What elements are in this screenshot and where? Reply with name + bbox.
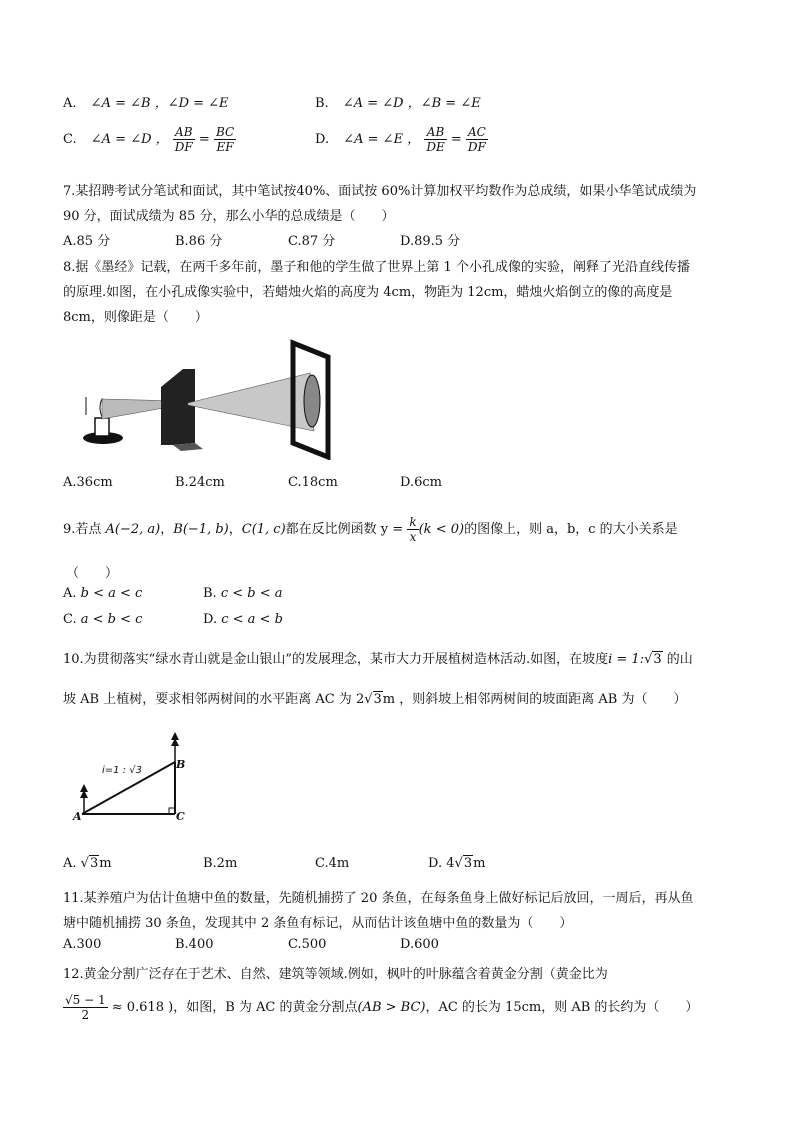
- q10-option-b: B.2m: [203, 856, 238, 871]
- q9-option-a: [63, 586, 142, 601]
- coefficient: 4: [446, 856, 455, 871]
- q10-text: 的山: [662, 652, 693, 667]
- option-label: C.: [63, 132, 77, 147]
- option-text: c < b < a: [220, 586, 283, 601]
- q8-option-d: D.6cm: [400, 475, 442, 490]
- q8-line2: 的原理.如图，在小孔成像实验中，若蜡烛火焰的高度为 4cm，物距为 12cm，蜡烛火焰倒立的像的高度是: [63, 285, 673, 300]
- option-label: B.: [203, 586, 217, 601]
- q7-line2: 90 分，面试成绩为 85 分，那么小华的总成绩是（ ）: [63, 209, 395, 224]
- q6-option-b: [315, 92, 481, 111]
- point-c: C(1, c): [241, 522, 286, 537]
- equals-sign: =: [198, 132, 210, 147]
- radicand: 3: [89, 856, 99, 871]
- option-label: D.: [315, 132, 330, 147]
- slope-ratio: i = 1:: [608, 652, 645, 667]
- candle: [95, 418, 109, 436]
- vertex-label-a: A: [73, 810, 82, 823]
- slope-label: i=1 : √3: [102, 765, 142, 776]
- q10-text: m ，则斜坡上相邻两树间的坡面距离 AB 为（ ）: [382, 692, 687, 707]
- option-label: D.: [428, 856, 443, 871]
- option-text: b < a < c: [80, 586, 143, 601]
- q8-option-c: C.18cm: [288, 475, 338, 490]
- fraction-denominator: DF: [467, 140, 486, 154]
- q12-line1: 12.黄金分割广泛存在于艺术、自然、建筑等领域.例如，枫叶的叶脉蕴含着黄金分割（黄金比为: [63, 967, 608, 982]
- q9-mid: 都在反比例函数 y =: [285, 522, 404, 537]
- option-text: c < a < b: [221, 612, 283, 627]
- option-label: A.: [63, 96, 77, 111]
- unit: m: [473, 856, 486, 871]
- equals-sign: =: [450, 132, 462, 147]
- q9-option-c: [63, 612, 142, 627]
- radicand: 3: [653, 652, 662, 667]
- fraction-numerator: BC: [215, 125, 235, 139]
- q7-option-a: A.85 分: [63, 234, 111, 249]
- radicand: 3: [373, 692, 382, 707]
- fraction-numerator: √5 − 1: [65, 993, 106, 1007]
- golden-ratio-fraction: [63, 993, 108, 1022]
- q12-text: ，AC 的长为 15cm，则 AB 的长约为（ ）: [425, 1000, 699, 1015]
- q11-option-d: D.600: [400, 937, 439, 952]
- vertex-label-b: B: [176, 758, 186, 771]
- option-label: C.: [63, 612, 77, 627]
- q8-line3: 8cm，则像距是（ ）: [63, 310, 208, 325]
- q8-option-b: B.24cm: [175, 475, 225, 490]
- projected-image: [304, 375, 320, 427]
- option-label: D.: [203, 612, 218, 627]
- q10-option-d: D. 4√3m: [428, 856, 486, 871]
- fraction: [173, 125, 195, 154]
- fraction: [407, 515, 418, 544]
- q9-line1: 9.若点 A(−2, a)，B(−1, b)，C(1, c)都在反比例函数 y = $\frac{k}{x}$ (k < 0)的图像上，则 a，b，c 的大小关系是: [63, 515, 678, 544]
- q8-option-a: A.36cm: [63, 475, 113, 490]
- option-text: a < b < c: [80, 612, 143, 627]
- option-text: ∠A = ∠E ，: [343, 132, 421, 147]
- q7-option-c: C.87 分: [288, 234, 336, 249]
- fraction-denominator: DF: [174, 140, 193, 154]
- fraction-denominator: x: [409, 530, 417, 544]
- q9-suffix: 的图像上，则 a，b，c 的大小关系是: [464, 522, 678, 537]
- q11-option-b: B.400: [175, 937, 214, 952]
- fraction: [214, 125, 236, 154]
- q9-option-b: [203, 586, 283, 601]
- fraction-denominator: DE: [426, 140, 445, 154]
- q12-line2: [63, 993, 698, 1022]
- q11-line2: 塘中随机捕捞 30 条鱼，发现其中 2 条鱼有标记，从而估计该鱼塘中鱼的数量为（ ）: [63, 916, 573, 931]
- barrier-board: [161, 369, 195, 445]
- q12-condition: (AB > BC): [357, 1000, 426, 1015]
- q12-text: ≈ 0.618 )，如图，B 为 AC 的黄金分割点: [111, 1000, 358, 1015]
- q7-option-b: B.86 分: [175, 234, 223, 249]
- q10-line2: 坡 AB 上植树，要求相邻两树间的水平距离 AC 为 2√3m ，则斜坡上相邻两树间的坡面距离 AB 为（ ）: [63, 692, 687, 707]
- option-label: A.: [63, 586, 77, 601]
- q7-line1: 7.某招聘考试分笔试和面试，其中笔试按40%、面试按 60%计算加权平均数作为总成绩，如果小华笔试成绩为: [63, 184, 697, 199]
- option-text: ∠A = ∠D ，∠B = ∠E: [342, 96, 481, 111]
- q9-bracket: （ ）: [66, 566, 119, 581]
- q10-option-a: A. √3m: [63, 856, 112, 871]
- pinhole-camera-diagram: [78, 335, 338, 460]
- option-text: ∠A = ∠D ，: [90, 132, 169, 147]
- q9-prefix: 9.若点: [63, 522, 106, 537]
- fraction-denominator: EF: [216, 140, 234, 154]
- q11-option-c: C.500: [288, 937, 327, 952]
- option-text: ∠A = ∠B ，∠D = ∠E: [90, 96, 229, 111]
- option-label: A.: [63, 856, 77, 871]
- point-b: B(−1, b): [173, 522, 229, 537]
- q6-option-d: [315, 125, 488, 154]
- q6-option-a: [63, 92, 229, 111]
- q10-text: 10.为贯彻落实“绿水青山就是金山银山”的发展理念，某市大力开展植树造林活动.如图，在坡度: [63, 652, 609, 667]
- vertex-label-c: C: [176, 810, 185, 823]
- fraction: [424, 125, 446, 154]
- fraction-numerator: AC: [466, 125, 488, 140]
- q9-condition: (k < 0): [418, 522, 465, 537]
- q8-line1: 8.据《墨经》记载，在两千多年前，墨子和他的学生做了世界上第 1 个小孔成像的实验，阐释了光沿直线传播: [63, 260, 690, 275]
- q10-text: 坡 AB 上植树，要求相邻两树间的水平距离 AC 为 2: [63, 692, 365, 707]
- q11-line1: 11.某养殖户为估计鱼塘中鱼的数量，先随机捕捞了 20 条鱼，在每条鱼身上做好标记后放回，一周后，再从鱼: [63, 891, 694, 906]
- fraction-denominator: 2: [81, 1008, 90, 1022]
- fraction-numerator: AB: [173, 125, 195, 140]
- unit: m: [99, 856, 112, 871]
- q10-line1: 10.为贯彻落实“绿水青山就是金山银山”的发展理念，某市大力开展植树造林活动.如图，在坡度i = 1:√3 的山: [63, 652, 693, 667]
- q7-option-d: D.89.5 分: [400, 234, 461, 249]
- q6-option-c: [63, 125, 236, 154]
- point-a: A(−2, a): [105, 522, 161, 537]
- fraction-numerator: AB: [424, 125, 446, 140]
- radicand: 3: [463, 856, 473, 871]
- option-label: B.: [315, 96, 329, 111]
- q9-option-d: [203, 612, 283, 627]
- fraction: [466, 125, 488, 154]
- fraction-numerator: k: [409, 515, 417, 529]
- q10-option-c: C.4m: [315, 856, 350, 871]
- q11-option-a: A.300: [63, 937, 102, 952]
